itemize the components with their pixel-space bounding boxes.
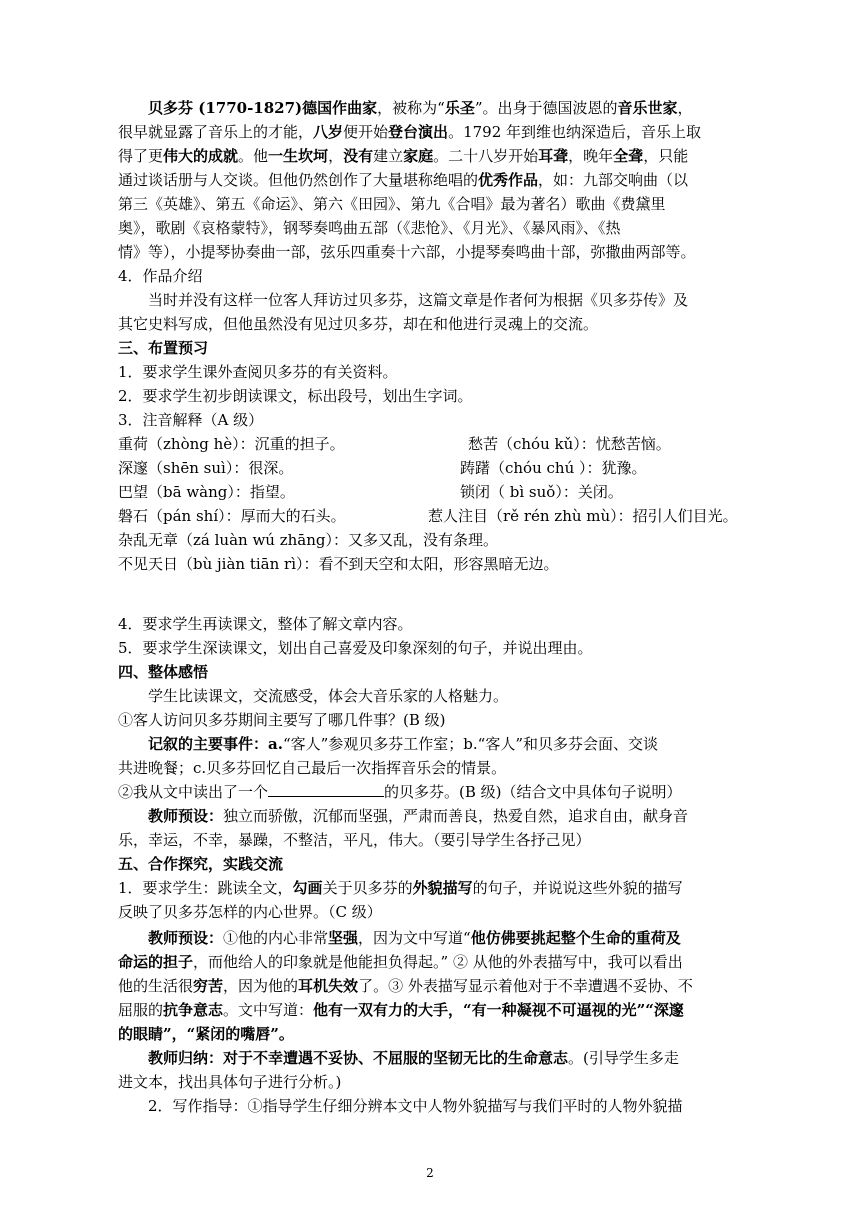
- vocab-entry: [118, 552, 782, 576]
- vocab-entry: [428, 504, 738, 528]
- vocab-entry: [118, 456, 293, 480]
- text-run: ，被称为“: [377, 99, 445, 117]
- text-line: [118, 144, 782, 168]
- list-item: [148, 1094, 782, 1118]
- page-number: 2: [426, 1166, 434, 1180]
- vocab-entry: [460, 480, 623, 504]
- text-run: ，因为他的: [223, 977, 299, 995]
- section-heading-preview: [118, 336, 782, 360]
- text-run: 耳机失效: [298, 977, 359, 995]
- text-run: 第三《英雄》、第五《命运》、第六《田园》、第九《合唱》最为著名）歌曲《费黛里: [118, 195, 666, 213]
- vocab-entry: [118, 528, 782, 552]
- text-run: 关于贝多芬的: [322, 879, 413, 897]
- text-run: 学生比读课文，交流感受，体会大音乐家的人格魅力。: [148, 687, 509, 705]
- text-run: 家庭: [403, 147, 434, 165]
- text-line: [118, 168, 782, 192]
- text-run: 1．要求学生课外查阅贝多芬的有关资料。: [118, 363, 398, 381]
- text-run: ①客人访问贝多芬期间主要写了哪几件事？(B 级): [118, 711, 446, 729]
- text-run: 惹人注目（rě rén zhù mù）：招引人们目光。: [428, 507, 738, 525]
- section-heading-perception: [118, 660, 782, 684]
- text-line: [118, 998, 782, 1022]
- text-line: [148, 684, 782, 708]
- text-run: ，只能: [643, 147, 689, 165]
- text-run: 他仿佛要挑起整个生命的重荷及: [470, 929, 681, 947]
- text-run: 建立: [373, 147, 404, 165]
- text-run: 的眼睛”，“紧闭的嘴唇”。: [118, 1025, 294, 1043]
- text-run: 当时并没有这样一位客人拜访过贝多芬，这篇文章是作者何为根据《贝多芬传》及: [148, 291, 689, 309]
- vocab-entry: [460, 456, 647, 480]
- list-item: [118, 636, 782, 660]
- text-line: [118, 828, 782, 852]
- text-run: 反映了贝多芬怎样的内心世界。（C 级）: [118, 903, 382, 921]
- text-line: [148, 732, 782, 756]
- text-line: [118, 216, 782, 240]
- text-run: 重荷（zhòng hè）：沉重的担子。: [118, 435, 345, 453]
- text-run: 八岁: [313, 123, 344, 141]
- vocab-entry: [468, 432, 671, 456]
- text-run: 命运的担子: [118, 953, 194, 971]
- text-run: 通过谈话册与人交谈。但他仍然创作了大量堪称绝唱的: [118, 171, 479, 189]
- text-run: 耳聋: [538, 147, 569, 165]
- section-heading-inquiry: [118, 852, 782, 876]
- text-line: [148, 1046, 782, 1070]
- text-run: 4．要求学生再读课文，整体了解文章内容。: [118, 615, 413, 633]
- text-line: [118, 192, 782, 216]
- text-line: [148, 926, 782, 950]
- text-run: 的贝多芬。(B 级)（结合文中具体句子说明）: [384, 783, 682, 801]
- text-run: 共进晚餐；c.贝多芬回忆自己最后一次指挥音乐会的情景。: [118, 759, 507, 777]
- text-run: 的句子，并说说这些外貌的描写: [472, 879, 683, 897]
- text-run: ，因为文中写道“: [358, 929, 471, 947]
- text-run: 全聋: [613, 147, 644, 165]
- text-run: 进文本，找出具体句子进行分析。): [118, 1073, 342, 1091]
- text-run: ，而他给人的印象就是他能担负得起。” ② 从他的外表描写中，我可以看出: [193, 953, 683, 971]
- text-run: 乐圣: [444, 99, 475, 117]
- text-run: 锁闭（ bì suǒ）：关闭。: [460, 483, 623, 501]
- text-run: 没有: [343, 147, 374, 165]
- text-run: 抗争意志: [163, 1001, 224, 1019]
- text-run: ②我从文中读出了一个: [118, 783, 269, 801]
- text-run: 便开始: [343, 123, 389, 141]
- text-run: 情》等），小提琴协奏曲一部，弦乐四重奏十六部，小提琴奏鸣曲十部，弥撒曲两部等。: [118, 243, 696, 261]
- text-run: 得了更: [118, 147, 164, 165]
- text-run: ①他的内心非常: [223, 929, 329, 947]
- text-run: 教师预设：: [148, 807, 224, 825]
- text-line: [118, 1022, 782, 1046]
- text-run: 勾画: [292, 879, 323, 897]
- text-line: [118, 240, 782, 264]
- text-run: 贝多芬: [148, 99, 194, 117]
- text-line: [118, 312, 782, 336]
- text-run: ”。出身于德国波恩的: [474, 99, 618, 117]
- text-line: [118, 974, 782, 998]
- text-run: 伟大的成就: [163, 147, 239, 165]
- text-run: ，如：九部交响曲（以: [538, 171, 689, 189]
- text-run: 。(引导学生多走: [568, 1049, 679, 1067]
- text-run: 。他: [238, 147, 269, 165]
- text-run: ，: [677, 99, 693, 117]
- list-item: [118, 408, 782, 432]
- text-run: 教师预设：: [148, 929, 224, 947]
- text-run: 他的生活很: [118, 977, 194, 995]
- text-run: 愁苦（chóu kǔ）：忧愁苦恼。: [468, 435, 671, 453]
- text-run: 穷苦: [193, 977, 224, 995]
- text-run: 不见天日（bù jiàn tiān rì）：看不到天空和太阳，形容黑暗无边。: [118, 555, 559, 573]
- text-line: [118, 756, 782, 780]
- vocab-entry: [118, 504, 346, 528]
- text-run: 2．要求学生初步朗读课文，标出段号，划出生字词。: [118, 387, 473, 405]
- text-run: 深邃（shēn suì）：很深。: [118, 459, 294, 477]
- text-run: 音乐世家: [617, 99, 678, 117]
- text-run: 五、合作探究，实践交流: [118, 855, 284, 873]
- text-run: 外貌描写: [412, 879, 473, 897]
- text-run: 他有一双有力的大手，“有一种凝视不可逼视的光”“深邃: [313, 1001, 684, 1019]
- text-run: ，晚年: [568, 147, 614, 165]
- text-run: “客人”参观贝多芬工作室；b.“客人”和贝多芬会面、交谈: [282, 735, 658, 753]
- text-run: 乐，幸运，不幸，暴躁，不整洁，平凡，伟大。（要引导学生各抒己见）: [118, 831, 591, 849]
- text-line: [118, 900, 782, 924]
- text-run: 。1792 年到维也纳深造后，音乐上取: [448, 123, 702, 141]
- text-run: 独立而骄傲，沉郁而坚强，严肃而善良，热爱自然，追求自由，献身音: [223, 807, 689, 825]
- text-run: 1．要求学生：跳读全文，: [118, 879, 293, 897]
- text-run: 记叙的主要事件：a.: [148, 735, 283, 753]
- text-run: 2．写作指导：①指导学生仔细分辨本文中人物外貌描写与我们平时的人物外貌描: [148, 1097, 683, 1115]
- text-run: 屈服的: [118, 1001, 164, 1019]
- text-run: 四、整体感悟: [118, 663, 209, 681]
- text-run: 坚强: [328, 929, 359, 947]
- text-run: 4．作品介绍: [118, 267, 203, 285]
- text-run: 三、布置预习: [118, 339, 209, 357]
- text-run: 。二十八岁开始: [433, 147, 539, 165]
- text-run: ，: [328, 147, 344, 165]
- question-fill-blank: [118, 780, 782, 804]
- section-heading-works: [118, 264, 782, 288]
- question: [118, 708, 782, 732]
- text-line: [118, 950, 782, 974]
- text-run: 5．要求学生深读课文，划出自己喜爱及印象深刻的句子，并说出理由。: [118, 639, 593, 657]
- text-run: 很早就显露了音乐上的才能，: [118, 123, 314, 141]
- list-item: [118, 612, 782, 636]
- list-item: [118, 384, 782, 408]
- text-run: 磐石（pán shí）：厚而大的石头。: [118, 507, 346, 525]
- text-run: 其它史料写成，但他虽然没有见过贝多芬，却在和他进行灵魂上的交流。: [118, 315, 599, 333]
- list-item: [118, 876, 782, 900]
- text-run: 登台演出: [388, 123, 449, 141]
- text-run: 杂乱无章（zá luàn wú zhāng）：又多又乱，没有条理。: [118, 531, 498, 549]
- text-run: 教师归纳：对于不幸遭遇不妥协、不屈服的坚韧无比的生命意志: [148, 1049, 569, 1067]
- text-run: 。文中写道：: [223, 1001, 314, 1019]
- text-run: 了。③ 外表描写显示着他对于不幸遭遇不妥协、不: [358, 977, 693, 995]
- text-run: 3．注音解释（A 级）: [118, 411, 264, 429]
- text-run: 踌躇（chóu chú ）：犹豫。: [460, 459, 647, 477]
- text-line: [118, 120, 782, 144]
- vocab-entry: [118, 480, 295, 504]
- list-item: [118, 360, 782, 384]
- text-run: (1770-1827)德国作曲家: [193, 99, 378, 117]
- text-line: [118, 1070, 782, 1094]
- text-run: 奥》，歌剧《哀格蒙特》，钢琴奏鸣曲五部（《悲怆》、《月光》、《暴风雨》、《热: [118, 219, 621, 237]
- vocab-entry: [118, 432, 345, 456]
- question-part: [384, 783, 682, 801]
- question-part: [118, 783, 268, 801]
- text-run: 优秀作品: [478, 171, 539, 189]
- text-line: [148, 804, 782, 828]
- text-run: 巴望（bā wàng）：指望。: [118, 483, 295, 501]
- text-run: 一生坎坷: [268, 147, 329, 165]
- fill-in-blank: [268, 781, 384, 797]
- text-line: [148, 288, 782, 312]
- text-line: [148, 96, 782, 120]
